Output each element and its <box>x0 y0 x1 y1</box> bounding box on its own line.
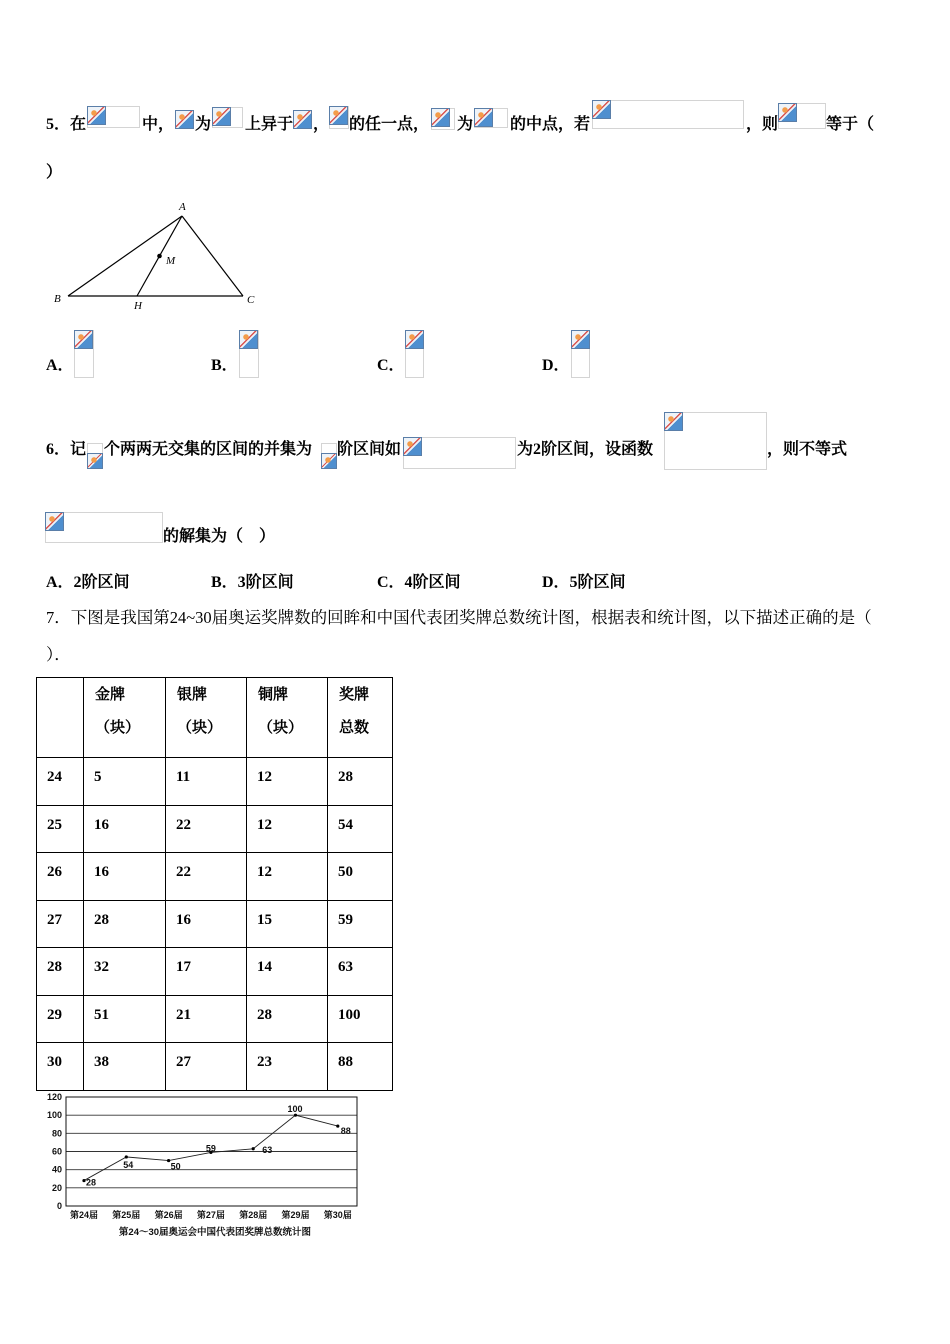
table-cell: 16 <box>84 805 166 853</box>
table-cell: 59 <box>328 900 393 948</box>
option-b-label: B． <box>211 357 238 374</box>
option-d-image <box>571 330 590 378</box>
table-cell: 23 <box>247 1043 328 1091</box>
q5-text-segment: 的任一点， <box>349 116 430 133</box>
side-ab <box>68 216 182 296</box>
edition-cell: 24 <box>37 758 84 806</box>
x-tick-label: 第26届 <box>154 1210 183 1220</box>
y-tick-label: 40 <box>51 1164 62 1175</box>
table-row <box>37 1043 393 1091</box>
broken-image-icon <box>321 453 337 469</box>
formula-image <box>592 100 744 129</box>
q7-text: 7．下图是我国第24~30届奥运奖牌数的回眸和中国代表团奖牌总数统计图，根据表和统计图，以下描述正确的是（ <box>46 608 872 627</box>
q5-text-segment: ） <box>46 164 63 181</box>
option-a: A．2阶区间 <box>46 574 130 591</box>
q5-text-segment: 等于（ <box>826 116 875 133</box>
table-cell: 12 <box>247 853 328 901</box>
header-line: （块） <box>258 720 304 736</box>
table-header-row <box>37 678 393 758</box>
q5-text-segment: 中， <box>142 116 175 133</box>
y-tick-label: 120 <box>46 1092 62 1102</box>
formula-image <box>474 108 508 128</box>
vertex-label-a: A <box>179 201 186 213</box>
q6-text-segment: 阶区间如 <box>337 441 402 458</box>
broken-image-icon <box>74 330 93 349</box>
formula-image <box>212 107 243 128</box>
broken-image-icon <box>87 453 103 469</box>
q5-text-segment: ， <box>313 116 330 133</box>
y-tick-label: 0 <box>56 1201 62 1211</box>
header-cell <box>166 678 247 758</box>
q7-text: ）． <box>46 645 71 664</box>
table-cell: 12 <box>247 758 328 806</box>
option-d-label: D． <box>542 357 570 374</box>
x-tick-label: 第25届 <box>112 1210 141 1220</box>
broken-image-icon <box>431 108 450 127</box>
table-cell: 16 <box>166 900 247 948</box>
broken-image-icon <box>592 100 611 119</box>
x-tick-label: 第27届 <box>196 1210 225 1220</box>
x-tick-label: 第28届 <box>239 1210 268 1220</box>
broken-image-icon <box>778 103 797 122</box>
option-a-image <box>74 330 94 378</box>
table-cell: 38 <box>84 1043 166 1091</box>
data-point <box>125 1155 128 1158</box>
table-row <box>37 853 393 901</box>
table-cell: 54 <box>328 805 393 853</box>
formula-image <box>45 512 163 543</box>
point-label-m: M <box>166 255 176 267</box>
option-b-image <box>239 330 259 378</box>
vertex-label-b: B <box>54 293 61 305</box>
edition-cell: 28 <box>37 948 84 996</box>
data-label: 54 <box>123 1159 134 1170</box>
option-a-label: A． <box>46 357 74 374</box>
broken-image-icon <box>405 330 424 349</box>
y-tick-label: 80 <box>51 1128 62 1139</box>
point-label-h: H <box>134 300 142 312</box>
table-row <box>37 948 393 996</box>
q5-text-segment: 上异于 <box>245 116 294 133</box>
vertex-label-c: C <box>247 294 255 306</box>
header-line: 铜牌 <box>258 687 289 703</box>
q6-text-segment: 为2阶区间，设函数 <box>517 441 654 458</box>
formula-image <box>87 443 103 469</box>
medal-table <box>36 677 393 1091</box>
table-cell: 100 <box>328 995 393 1043</box>
data-point <box>336 1124 339 1127</box>
table-cell: 63 <box>328 948 393 996</box>
option-c-image <box>405 330 424 378</box>
header-cell <box>84 678 166 758</box>
q5-text-segment: 为 <box>195 116 212 133</box>
side-ac <box>182 216 243 296</box>
table-cell: 28 <box>84 900 166 948</box>
broken-image-icon <box>45 512 64 531</box>
option-c-label: C． <box>377 357 405 374</box>
table-row <box>37 805 393 853</box>
table-row <box>37 900 393 948</box>
header-line: （块） <box>177 720 223 736</box>
table-cell: 12 <box>247 805 328 853</box>
table-cell: 28 <box>247 995 328 1043</box>
formula-image <box>778 103 826 129</box>
y-tick-label: 60 <box>51 1146 62 1157</box>
q5-text-segment: ，则 <box>746 116 779 133</box>
option-c: C．4阶区间 <box>377 574 461 591</box>
table-cell: 16 <box>84 853 166 901</box>
q6-text-segment: ，则不等式 <box>767 441 848 458</box>
broken-image-icon <box>571 330 590 349</box>
table-cell: 11 <box>166 758 247 806</box>
edition-cell: 27 <box>37 900 84 948</box>
point-m <box>157 254 162 259</box>
formula-image <box>321 443 337 469</box>
y-tick-label: 100 <box>46 1110 62 1121</box>
table-cell: 27 <box>166 1043 247 1091</box>
header-line: 总数 <box>339 720 370 736</box>
table-cell: 51 <box>84 995 166 1043</box>
table-row <box>37 995 393 1043</box>
broken-image-icon <box>212 107 231 126</box>
edition-cell: 29 <box>37 995 84 1043</box>
edition-cell: 30 <box>37 1043 84 1091</box>
table-cell: 32 <box>84 948 166 996</box>
broken-image-icon <box>293 110 312 129</box>
broken-image-icon <box>175 110 194 129</box>
header-cell-edition <box>37 678 84 758</box>
table-cell: 22 <box>166 853 247 901</box>
q5-text-segment: 的中点，若 <box>510 116 591 133</box>
data-label: 88 <box>340 1126 351 1137</box>
header-cell <box>328 678 393 758</box>
option-b: B．3阶区间 <box>211 574 294 591</box>
formula-image <box>87 106 140 128</box>
table-cell: 5 <box>84 758 166 806</box>
header-line: （块） <box>95 720 141 736</box>
edition-cell: 26 <box>37 853 84 901</box>
broken-image-icon <box>239 330 258 349</box>
table-cell: 15 <box>247 900 328 948</box>
data-point <box>252 1147 255 1150</box>
x-tick-label: 第29届 <box>281 1210 310 1220</box>
x-tick-label: 第24届 <box>69 1210 99 1220</box>
table-cell: 50 <box>328 853 393 901</box>
broken-image-icon <box>664 412 683 431</box>
data-label: 50 <box>170 1161 181 1172</box>
triangle-figure <box>50 198 265 314</box>
q5-text-segment: 5．在 <box>46 116 87 133</box>
table-cell: 21 <box>166 995 247 1043</box>
broken-image-icon <box>87 106 106 125</box>
x-tick-label: 第30届 <box>323 1210 352 1220</box>
table-cell: 22 <box>166 805 247 853</box>
formula-image <box>329 106 349 129</box>
table-cell: 88 <box>328 1043 393 1091</box>
broken-image-icon <box>329 106 348 125</box>
broken-image-icon <box>403 437 422 456</box>
header-cell <box>247 678 328 758</box>
header-line: 奖牌 <box>339 687 370 703</box>
data-label: 59 <box>205 1143 216 1154</box>
table-cell: 14 <box>247 948 328 996</box>
data-label: 100 <box>287 1104 303 1115</box>
y-tick-label: 20 <box>51 1182 62 1193</box>
table-cell: 17 <box>166 948 247 996</box>
edition-cell: 25 <box>37 805 84 853</box>
formula-image <box>431 108 455 130</box>
data-label: 28 <box>86 1177 97 1188</box>
formula-image <box>664 412 767 470</box>
header-line: 金牌 <box>95 687 126 703</box>
header-line: 银牌 <box>177 687 208 703</box>
chart-caption: 第24～30届奥运会中国代表团奖牌总数统计图 <box>118 1227 312 1238</box>
option-d: D．5阶区间 <box>542 574 626 591</box>
broken-image-icon <box>474 108 493 127</box>
table-cell: 28 <box>328 758 393 806</box>
table-row <box>37 758 393 806</box>
q6-text-segment: 6．记 <box>46 441 87 458</box>
q5-text-segment: 为 <box>457 116 474 133</box>
formula-image <box>403 437 516 469</box>
q6-text-segment: 的解集为（ ） <box>163 528 276 545</box>
data-label: 63 <box>262 1144 273 1155</box>
q6-text-segment: 个两两无交集的区间的并集为 <box>104 441 313 458</box>
medal-total-line-chart <box>36 1090 366 1242</box>
